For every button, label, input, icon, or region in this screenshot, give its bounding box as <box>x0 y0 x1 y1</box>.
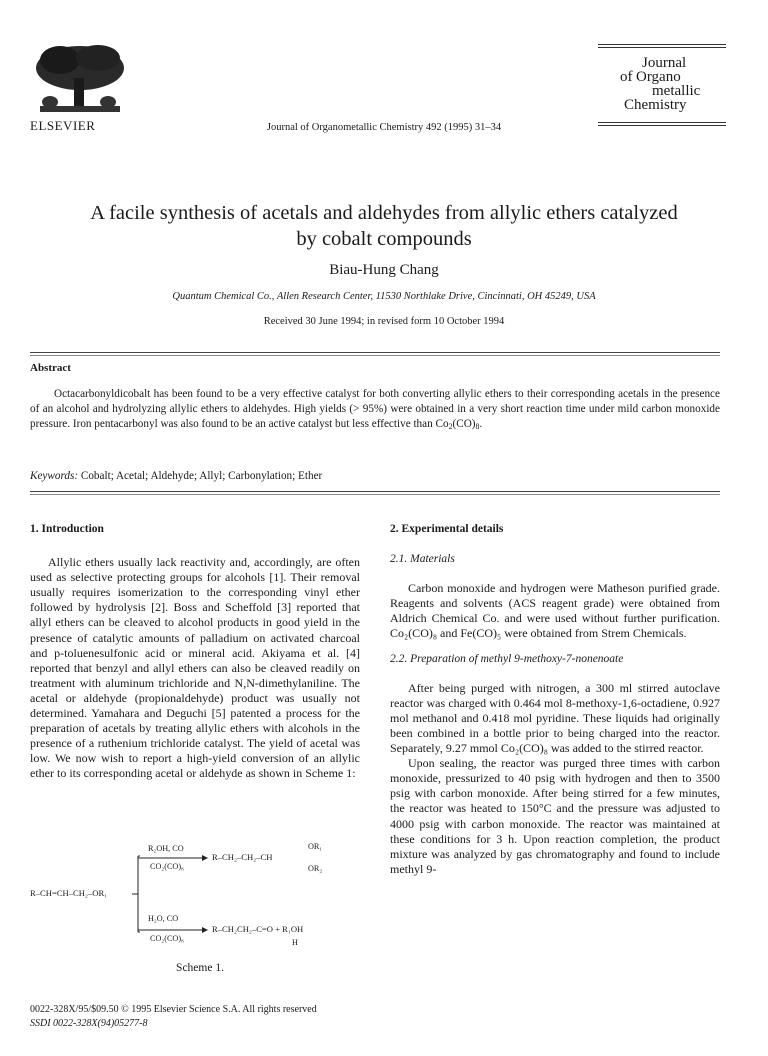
ssdi-line: SSDI 0022-328X(94)05277-8 <box>30 1018 148 1029</box>
affiliation: Quantum Chemical Co., Allen Research Center, 11530 Northlake Drive, Cincinnati, OH 45249, USA <box>172 291 596 302</box>
footer <box>30 1003 317 1031</box>
preparation-paragraph <box>390 681 720 756</box>
scheme-bottom-h: H <box>292 938 298 947</box>
materials-paragraph <box>390 581 720 641</box>
left-column <box>30 522 360 782</box>
divider <box>30 355 720 356</box>
scheme-bottom-product: R–CH₂CH₂–C=O + R₁OH <box>212 924 304 934</box>
section-heading: 2. Experimental details <box>390 523 504 535</box>
journal-logo-word: of <box>620 69 633 85</box>
publisher-name: ELSEVIER <box>30 118 96 133</box>
formula-sub: 2 <box>448 422 453 431</box>
formula: Co₂(CO)₈ <box>500 741 548 756</box>
abstract-body: Octacarbonyldicobalt has been found to be a very effective catalyst for both converting allylic ethers to their corresponding acetals in the presence of an alcohol and hydrolyzing allylic ethers to aldehydes. High yields (> 95%) were obtained in a very short reaction time under mild carbon monoxide pressure. Iron pentacarbonyl was also found to be an active catalyst but less effective than <box>30 388 720 430</box>
formula-sub: 8 <box>475 422 480 431</box>
scheme-top-or1: OR₁ <box>308 842 323 851</box>
scheme-top-product: R–CH₂–CH₂–CH <box>212 852 273 862</box>
text-run: Carbon monoxide and hydrogen were Matheson purified grade. Reagents and solvents (ACS reagent grade) were obtained from Aldrich Chemical Co. and were used without further purification. <box>390 581 720 626</box>
abstract-text <box>30 387 720 432</box>
subsection-heading: 2.2. Preparation of methyl 9-methoxy-7-nonenoate <box>390 652 624 665</box>
scheme-top-catalyst: CO₂(CO)₈ <box>150 862 184 871</box>
procedure-paragraph: Upon sealing, the reactor was purged three times with carbon monoxide, pressurized to 40 psig with hydrogen and then to 3500 psig with carbon monoxide. After being stirred for a few minutes, the reactor was heated to 150°C and the pressure was adjusted to 4000 psig with carbon monoxide. The reactor was maintained at these conditions for 3 h. Upon reaction completion, the product mixture was analyzed by gas chromatography and found to include methyl 9- <box>390 756 720 876</box>
abstract-heading: Abstract <box>30 362 71 374</box>
title-line-2: by cobalt compounds <box>296 228 472 250</box>
right-column <box>390 522 720 877</box>
elsevier-tree-logo <box>30 42 128 118</box>
scheme-start-material: R–CH=CH–CH₂–OR₁ <box>30 888 108 898</box>
copyright-line: 0022-328X/95/$09.50 © 1995 Elsevier Science S.A. All rights reserved <box>30 1004 317 1015</box>
journal-logo <box>598 42 726 132</box>
scheme-bracket <box>130 850 140 938</box>
keywords <box>30 470 322 482</box>
divider <box>30 494 720 495</box>
journal-logo-word: metallic <box>652 83 701 99</box>
divider <box>30 491 720 492</box>
scheme-bottom-reagents: H₂O, CO <box>148 914 179 923</box>
formula: Fe(CO)₅ <box>460 626 502 641</box>
scheme-caption: Scheme 1. <box>176 962 224 974</box>
text-run: and <box>437 626 461 641</box>
section-heading: 1. Introduction <box>30 523 104 535</box>
scheme-bottom-catalyst: CO₂(CO)₈ <box>150 934 184 943</box>
title-line-1: A facile synthesis of acetals and aldehydes from allylic ethers catalyzed <box>90 202 678 224</box>
reaction-arrow-icon <box>138 854 208 862</box>
author: Biau-Hung Chang <box>329 262 439 278</box>
journal-logo-word: Chemistry <box>624 97 687 113</box>
formula: Co <box>435 418 449 430</box>
introduction-paragraph: Allylic ethers usually lack reactivity and, accordingly, are often used as selective protecting groups for alcohols [1]. Their removal usually requires isomerization to the corresponding vinyl ether followed by hydrolysis [2]. Boss and Scheffold [3] reported that allyl ethers can be cleaved to alcohol products in good yield in the presence of catalytic amounts of palladium on activated charcoal and p-toluenesulfonic acid or mineral acid. Akiyama et al. [4] reported that benzyl and allyl ethers can also be cleaved readily on treatment with aluminum trichloride and N,N-dimethylaniline. The acetal or aldehyde (propionaldehyde) product was usually not determined. Yamahara and Deguchi [5] patented a process for the preparation of acetals by treating allylic ethers with alcohols in the presence of a ruthenium trichloride catalyst. The yield of acetal was low. We now wish to report a high-yield conversion of an allylic ether to its corresponding acetal or aldehyde as shown in Scheme 1: <box>30 555 360 781</box>
keywords-list: Cobalt; Acetal; Aldehyde; Allyl; Carbonylation; Ether <box>80 470 323 482</box>
keywords-label: Keywords: <box>30 470 79 482</box>
received-date: Received 30 June 1994; in revised form 10 October 1994 <box>263 316 505 327</box>
text-run: were obtained from Strem Chemicals. <box>501 626 687 641</box>
text-run: After being purged with nitrogen, a 300 ml stirred autoclave reactor was charged with 0.464 mol 8-methoxy-1,6-octadiene, 0.927 mol methanol and 0.418 mol pyridine. These liquids had originally been combined in a bottle prior to being charged into the reactor. Separately, 9.27 mmol <box>390 680 720 756</box>
reaction-arrow-icon <box>138 926 208 934</box>
divider <box>30 352 720 353</box>
subsection-heading: 2.1. Materials <box>390 553 455 566</box>
journal-citation: Journal of Organometallic Chemistry 492 (1995) 31–34 <box>266 122 502 133</box>
scheme-top-or2: OR₂ <box>308 864 323 873</box>
article-title <box>40 200 728 252</box>
journal-logo-word: Journal <box>642 55 687 71</box>
journal-logo-word: Organo <box>636 69 681 85</box>
punct: . <box>479 418 483 430</box>
text-run: was added to the stirred reactor. <box>547 741 704 756</box>
formula: (CO) <box>452 418 476 430</box>
scheme-top-reagents: R₂OH, CO <box>148 844 184 853</box>
formula: Co₂(CO)₈ <box>390 626 438 641</box>
